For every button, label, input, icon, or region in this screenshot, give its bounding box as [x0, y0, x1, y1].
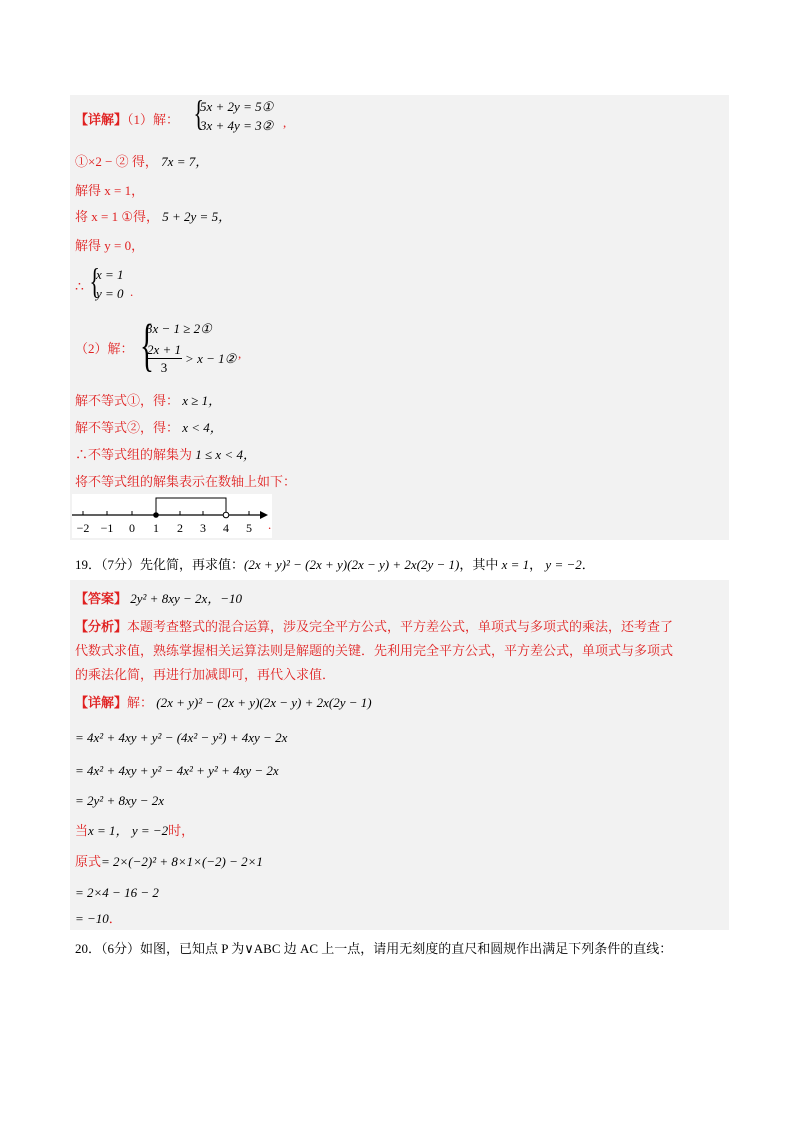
comma-2: , [238, 346, 242, 361]
solution-y: y = 0 [96, 286, 124, 301]
q19-detail-line [75, 694, 372, 712]
step-line-1 [75, 153, 208, 171]
detail-tag: 【详解】 [75, 112, 128, 127]
step3-text: 将 x = 1 ①得， [75, 209, 159, 224]
analysis-tag: 【分析】 [75, 619, 128, 634]
tick-label-0: 0 [129, 521, 135, 535]
part2-label: （2）解： [75, 341, 134, 356]
final-value: = −10 [75, 911, 109, 926]
closed-endpoint [153, 512, 159, 518]
q19-step-4: = 2×4 − 16 − 2 [75, 885, 159, 900]
when-end: 时， [168, 823, 195, 838]
q19-expression: (2x + y)² − (2x + y)(2x − y) + 2x(2y − 1) [244, 557, 460, 572]
period-1: . [130, 284, 134, 299]
tick-label-2: 2 [177, 521, 183, 535]
number-line [72, 494, 272, 543]
when-y: y = −2 [131, 823, 169, 838]
inequality-2-rest: > x − 1② [185, 351, 237, 366]
inequality-2 [146, 341, 236, 376]
q19-answer-line [75, 590, 242, 608]
numline-intro: 将不等式组的解集表示在数轴上如下： [75, 474, 297, 489]
ineq-set-math: 1 ≤ x < 4， [195, 447, 256, 462]
step3-math: 5 + 2y = 5， [162, 209, 232, 224]
q19-condition-text: ，其中 [459, 557, 499, 572]
q20-question: 20．（6分）如图，已知点 P 为∨ABC 边 AC 上一点，请用无刻度的直尺和圆规作出满足下列条件的直线： [75, 941, 673, 956]
system1-eq2: 3x + 4y = 3② [200, 118, 274, 133]
answer-value: 2y² + 8xy − 2x，−10 [130, 591, 243, 606]
q19-step-1: = 4x² + 4xy + y² − (4x² − y²) + 4xy − 2x [75, 730, 288, 745]
fraction-denominator: 3 [160, 360, 168, 375]
q19-step-5 [75, 910, 122, 928]
ineq-set-text: ∴不等式组的解集为 [75, 447, 193, 462]
q19-text: 19．（7分）先化简，再求值： [75, 557, 245, 572]
period-2: . [268, 517, 272, 532]
system-brace-1: { [193, 93, 204, 133]
ineq-step2-text: 解不等式②，得： [75, 420, 180, 435]
original-expression: = 2×(−2)² + 8×1×(−2) − 2×1 [101, 854, 263, 869]
final-period: ． [108, 911, 122, 926]
fraction-numerator: 2x + 1 [147, 342, 182, 357]
q19-step-3: = 2y² + 8xy − 2x [75, 793, 165, 808]
detail-expression: (2x + y)² − (2x + y)(2x − y) + 2x(2y − 1) [156, 695, 372, 710]
tick-label-4: 4 [223, 521, 229, 535]
step-line-2: 解得 x = 1， [75, 183, 145, 198]
q19-when-line [75, 822, 194, 840]
inequality-1: 3x − 1 ≥ 2① [146, 321, 212, 336]
when-x: x = 1， [88, 823, 129, 838]
inequality-brace: { [139, 312, 154, 377]
tick-label-1: 1 [153, 521, 159, 535]
fraction [146, 341, 182, 376]
q19-analysis-l3: 的乘法化简，再进行加减即可，再代入求值． [75, 667, 336, 682]
comma-1: , [283, 115, 287, 130]
tick-label-3: 3 [200, 521, 206, 535]
therefore-symbol: ∴ [75, 280, 84, 295]
q19-substitution-line [75, 853, 263, 871]
step1-text: ①×2 − ② 得， [75, 154, 158, 169]
q19-analysis-l1 [75, 618, 673, 636]
ineq-step-2 [75, 419, 223, 437]
q19-question: 19．（7分）先化简，再求值：(2x + y)² − (2x + y)(2x − y) + 2x(2y − 1)，其中 x = 1， y = −2． [75, 557, 595, 572]
tick-label-5: 5 [246, 521, 252, 535]
detail-line-1 [75, 111, 179, 129]
ineq-set-line [75, 446, 256, 464]
q19-analysis-l2: 代数式求值，熟练掌握相关运算法则是解题的关键．先利用完全平方公式，平方差公式，单项式与多项式 [75, 643, 674, 658]
detail-start: 解： [127, 695, 154, 710]
ineq-step2-math: x < 4， [182, 420, 223, 435]
tick-label-m1: −1 [100, 521, 114, 535]
equation-system-1 [200, 97, 273, 135]
q19-cond-x: x = 1 [501, 557, 530, 572]
ineq-step-1 [75, 392, 221, 410]
step-line-4: 解得 y = 0， [75, 238, 145, 253]
q19-step-2: = 4x² + 4xy + y² − 4x² + y² + 4xy − 2x [75, 763, 279, 778]
ineq-step1-text: 解不等式①，得： [75, 393, 180, 408]
solution-brace: { [89, 261, 100, 301]
q19-cond-y: y = −2 [545, 557, 582, 572]
detail-tag-2: 【详解】 [75, 695, 128, 710]
step-line-3 [75, 208, 231, 226]
solution-system [96, 265, 124, 303]
step1-math: 7x = 7， [161, 154, 209, 169]
original-label: 原式 [75, 854, 102, 869]
inequality-system [146, 319, 236, 376]
analysis-text-1: 本题考查整式的混合运算，涉及完全平方公式，平方差公式，单项式与多项式的乘法，还考查了 [127, 619, 674, 634]
system1-eq1: 5x + 2y = 5① [200, 99, 274, 114]
tick-label-m2: −2 [76, 521, 90, 535]
part1-label: （1）解： [127, 112, 180, 127]
number-line-svg [72, 494, 272, 538]
ineq-step1-math: x ≥ 1， [182, 393, 222, 408]
when-text: 当 [75, 823, 89, 838]
solution-x: x = 1 [96, 267, 124, 282]
answer-tag: 【答案】 [75, 591, 128, 606]
open-endpoint [223, 512, 229, 518]
